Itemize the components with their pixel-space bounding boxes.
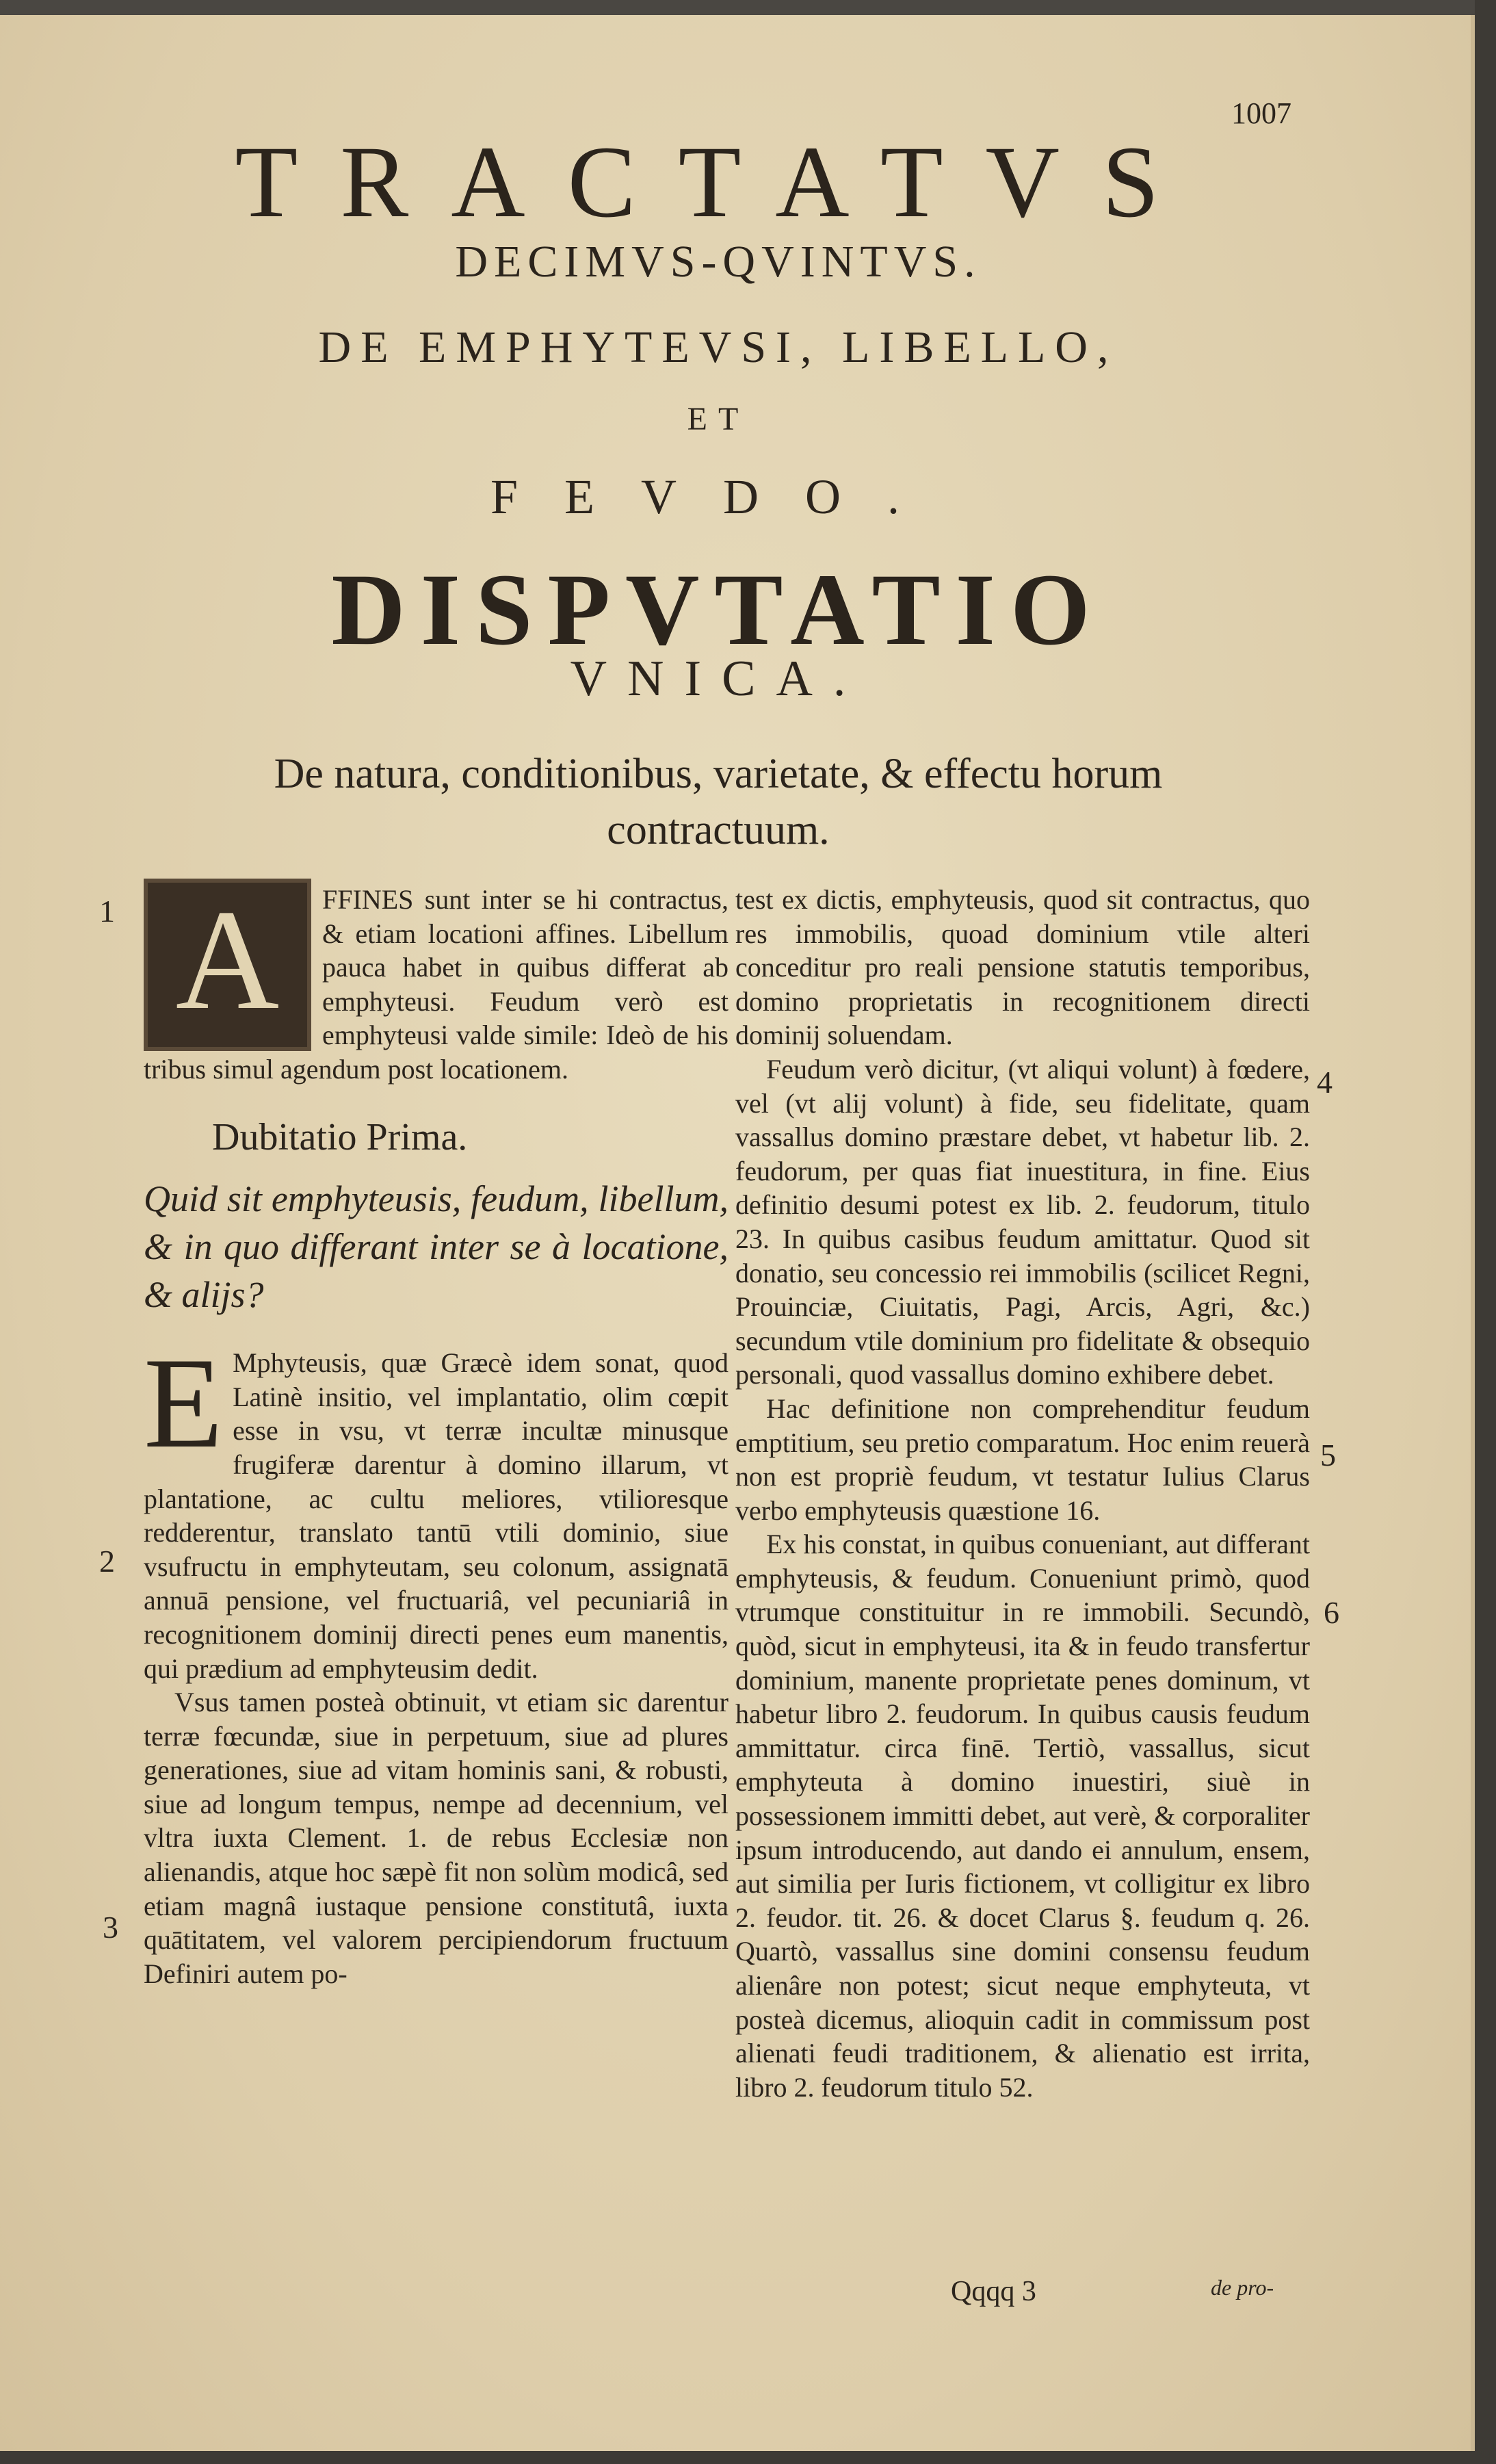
paragraph-3: Vsus tamen posteà obtinuit, vt etiam sic darentur terræ fœcundæ, siue in perpetuum, siue ad plures generationes, siue ad vitam hominis sani, & robusti, siue ad longum tempus, nempe ad decennium, vel vltra iuxta Clement. 1. de rebus Ecclesiæ non alienandis, atque hoc sæpè fit non solùm modicâ, sed etiam magnâ iustaque pensione constitutâ, iuxta quātitatem, vel valorem percipiendorum fructuum Definiri autem po- <box>144 1687 729 1989</box>
right-paragraph-4: Ex his constat, in quibus conueniant, aut differant emphyteusis, & feudum. Conueniunt primò, quod vtrumque constituitur in re immobili. Secundò, quòd, sicut in emphyteusi, ita & in feudo transfertur dominium, manente proprietate penes dominum, vt habetur libro 2. feudorum. In quibus causis feudum ammittatur. circa finē. Tertiò, vassallus, sicut emphyteuta à domino inuestiri, siuè in possessionem immitti debet, aut verè, & corporaliter ipsum introducendo, aut dando ei annulum, ensem, aut similia per Iuris fictionem, vt colligitur ex libro 2. feudor. tit. 26. & docet Clarus §. feudum q. 26. Quartò, vassallus sine domini consensu feudum alienâre non potest; sicut neque emphyteuta, vt posteà dicemus, alioquin cadit in commissum post alienati feudi traditionem, & alienatio est irrita, libro 2. feudorum titulo 52. <box>735 1529 1310 2103</box>
section-heading: Dubitatio Prima. <box>212 1115 468 1158</box>
subtitle: De natura, conditionibus, varietate, & effectu horum contractuum. <box>274 751 1163 853</box>
margin-number-6: 6 <box>1324 1595 1339 1630</box>
paragraph-2-text: Mphyteusis, quæ Græcè idem sonat, quod Latinè insitio, vel implantatio, olim cœpit esse in vsu, vt terræ incultæ minusque frugiferæ darentur à domino illarum, vt plantatione, ac cultu meliores, vtilioresque redderentur, translato tantū vtili dominio, siue vsufructu in emphyteutam, seu colonum, assignatā annuā pensione, vel fructuariâ, vel pecuniariâ in recognitionem dominij directi penes eum manentis, qui prædium ad emphyteusim dedit. <box>144 1347 729 1684</box>
margin-number-3: 3 <box>103 1910 118 1945</box>
ornamental-initial-a: A <box>144 879 311 1051</box>
title-number: DECIMVS-QVINTVS. <box>455 237 982 287</box>
right-paragraph-2: Feudum verò dicitur, (vt aliqui volunt) à fœdere, vel (vt alij volunt) à fide, seu fidelitate, quam vassallus domino præstare debet, vt habetur lib. 2. feudorum, per quas fiat inuestitura, in fine. Eius definitio desumi potest ex lib. 2. feudorum, titulo 23. In quibus casibus feudum amittatur. Quod sit donatio, seu concessio rei immobilis (scilicet Regni, Prouinciæ, Ciuitatis, Pagi, Arcis, Agri, &c.) secundum vtile dominium pro fidelitate & obsequio personali, quod vassallus domino exhibere debet. <box>735 1053 1310 1390</box>
left-column <box>144 883 729 1990</box>
right-paragraph-3: Hac definitione non comprehenditur feudum emptitium, seu pretio comparatum. Hoc enim reuerà non est propriè feudum, vt testatur Iulius Clarus verbo emphyteusis quæstione 16. <box>735 1392 1310 1526</box>
title-subject: DE EMPHYTEVSI, LIBELLO, <box>318 322 1118 372</box>
paragraph-1 <box>144 883 729 1087</box>
folio-number: 1007 <box>1231 96 1291 130</box>
margin-number-5: 5 <box>1320 1438 1336 1473</box>
catchword: de pro- <box>1211 2275 1274 2300</box>
right-column <box>735 883 1310 2104</box>
title-disputatio: DISPVTATIO <box>331 553 1105 666</box>
question-heading: Quid sit emphyteusis, feudum, libellum, & in quo differant inter se à locatione, & alijs? <box>144 1178 729 1316</box>
title-unica: VNICA. <box>570 651 867 707</box>
title-feudo: FEVDO. <box>490 469 946 524</box>
paragraph-1-text: FFINES sunt inter se hi contractus, & etiam locationi affines. Libellum pauca habet in quibus differat ab emphyteusi. Feudum verò est emphyteusi valde simile: Ideò de his tribus simul agendum post locationem. <box>144 884 729 1085</box>
scan-edge-right <box>1475 0 1496 2464</box>
signature-mark: Qqqq 3 <box>951 2276 1036 2307</box>
right-paragraph-1: test ex dictis, emphyteusis, quod sit contractus, quo res immobilis, quoad dominium vtile alteri conceditur pro reali pensione statutis temporibus, domino proprietatis in recognitionem directi dominij soluendam. <box>735 884 1310 1051</box>
scan-edge-bottom <box>0 2451 1496 2464</box>
title-tractatus: TRACTATVS <box>235 125 1202 239</box>
paragraph-2 <box>144 1332 729 1685</box>
margin-number-4: 4 <box>1317 1065 1333 1100</box>
margin-number-2: 2 <box>99 1544 115 1579</box>
title-et: ET <box>687 401 750 437</box>
drop-cap-e: E <box>144 1332 224 1476</box>
margin-number-1: 1 <box>99 894 115 929</box>
